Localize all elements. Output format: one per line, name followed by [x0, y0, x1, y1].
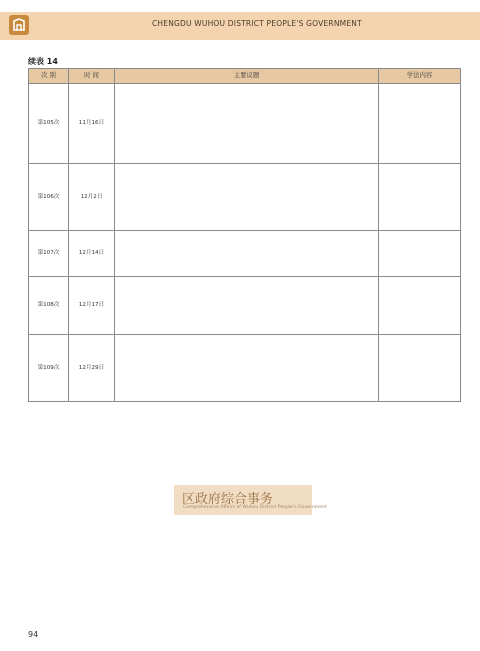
page-header — [0, 0, 480, 42]
row-study — [379, 230, 461, 276]
row-date: 12月2日 — [69, 163, 115, 230]
row-content — [115, 276, 379, 334]
meeting-table — [28, 68, 461, 402]
section-title-cn: 区政府综合事务 — [182, 492, 274, 507]
row-date: 12月29日 — [69, 334, 115, 401]
column-header-date: 时 间 — [69, 69, 115, 84]
row-seq: 第105次 — [29, 83, 69, 163]
row-seq: 第106次 — [29, 163, 69, 230]
table-row — [29, 276, 461, 334]
row-date: 11月16日 — [69, 83, 115, 163]
section-title-en: Comprehensive Affairs of Wuhou District People's Government — [183, 505, 327, 510]
body-text-column-3 — [322, 418, 452, 422]
row-seq: 第109次 — [29, 334, 69, 401]
column-header-study: 学法内容 — [379, 69, 461, 84]
row-date: 12月17日 — [69, 276, 115, 334]
row-content — [115, 230, 379, 276]
row-study — [379, 276, 461, 334]
header-title-en: CHENGDU WUHOU DISTRICT PEOPLE'S GOVERNMENT — [152, 19, 362, 28]
table-header-row — [29, 69, 461, 84]
table-row — [29, 163, 461, 230]
row-seq: 第108次 — [29, 276, 69, 334]
row-study — [379, 334, 461, 401]
row-content — [115, 334, 379, 401]
table-row — [29, 334, 461, 401]
body-text-column-2 — [174, 418, 304, 422]
page-number: 94 — [28, 630, 39, 639]
section-heading — [174, 485, 327, 515]
row-date: 12月14日 — [69, 230, 115, 276]
row-seq: 第107次 — [29, 230, 69, 276]
table-row — [29, 230, 461, 276]
column-header-seq: 次 别 — [29, 69, 69, 84]
row-content — [115, 83, 379, 163]
row-study — [379, 163, 461, 230]
column-header-content: 主要议题 — [115, 69, 379, 84]
row-content — [115, 163, 379, 230]
row-study — [379, 83, 461, 163]
table-label: 续表 14 — [28, 57, 58, 66]
table-row — [29, 83, 461, 163]
district-logo-icon — [8, 14, 30, 36]
